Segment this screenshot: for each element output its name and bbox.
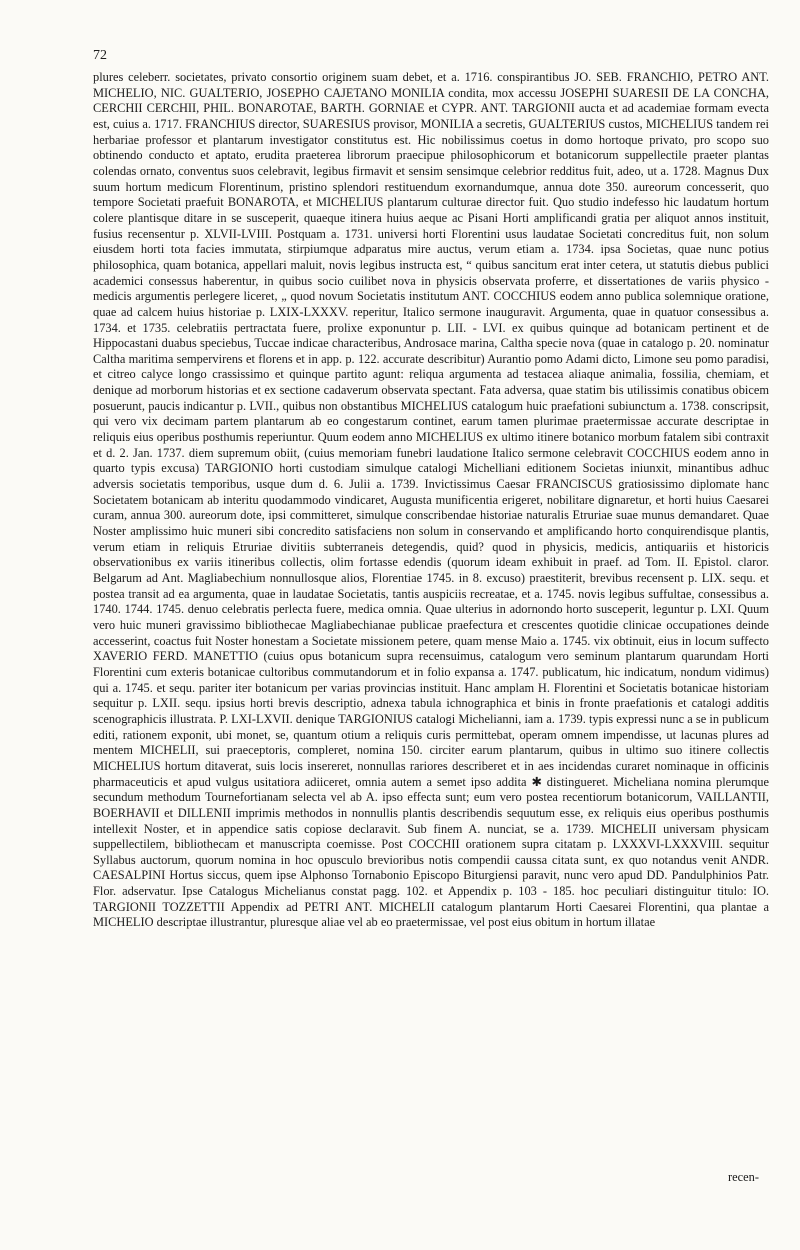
page-number: 72 (93, 48, 107, 63)
catchword: recen- (728, 1170, 759, 1184)
body-text: plures celeberr. societates, privato consortio originem suam debet, et a. 1716. conspirantibus JO. SEB. FRANCHIO, PETRO ANT. MICHELIO, NIC. GUALTERIO, JOSEPHO CAJETANO MONILIA condita, mox accessu JOSEPHI SUARESII DE LA CONCHA, CERCHII CERCHII, PHIL. BONAROTAE, BARTH. GORNIAE et CYPR. ANT. TARGIONII aucta et ad academiae formam evecta est, cuius a. 1717. FRANCHIUS director, SUARESIUS provisor, MONILIA a secretis, GUALTERIUS custos, MICHELIUS tandem rei herbariae professor et plantarum investigator constitutus est. Hic nobilissimus coetus in domo hortoque privato, pro scopo suo obtinendo conducto et aptato, erudita praeterea librorum praecipue philosophicorum et botanicorum suppellectile praeter plantas colendas ornato, conventus suos celebravit, legibus firmavit et sensim sensimque celebrior redditus fuit, adeo, ut a. 1728. Magnus Dux suum hortum medicum Florentinum, pristino splendori restituendum exornandumque, annua dote 350. aureorum concesserit, quo tempore Societati praefuit BONAROTA, et MICHELIUS plantarum culturae director fuit. Quo studio indefesso hic laudatum hortum colere plantisque ditare in se susceperit, quaeque itinera huius aeque ac Pisani Horti amplificandi gratia per aliquot annos instituit, fusius recensentur p. XLVII-LVIII. Postquam a. 1731. universi horti Florentini usus laudatae Societati concreditus fuit, non solum eiusdem horti tota facies immutata, stirpiumque adparatus mire auctus, verum etiam a. 1734. ipsa Societas, quae nunc potius philosophica, quam botanica, appellari maluit, novis legibus instructa est, “ quibus sancitum erat inter cetera, ut statutis diebus publici academici consessus haberentur, in quibus socio cuilibet nova in physicis observata proferre, et dissertationes de variis physico - medicis argumentis perlegere liceret, „ quod novum Societatis institutum ANT. COCCHIUS eodem anno publica solemnique oratione, quae ad calcem huius historiae p. LXIX-LXXXV. reperitur, Italico sermone inauguravit. Argumenta, quae in quatuor consessibus a. 1734. et 1735. celebratiis pertractata fuere, prolixe exponuntur p. LII. - LVI. ex quibus quinque ad botanicam pertinent et de Hippocastani duabus speciebus, Tuccae indicae characteribus, Androsace marina, Caltha specie nova (quae in catalogo p. 20. nominatur Caltha maritima sempervirens et florens et in app. p. 122. accurate describitur) Aurantio pomo Adami dicto, Limone seu pomo paradisi, et citreo calyce longo crassissimo et quinque partito agunt: reliqua argumenta ad testacea aliaque animalia, fossilia, chemiam, et denique ad morborum historias et ex sectione cadaverum observata spectant. Fata adversa, quae statim bis utilissimis conatibus obicem posuerunt, paucis indicantur p. LVII., quibus non obstantibus MICHELIUS catalogum huic praefationi subiunctum a. 1738. conscripsit, qui vero vix decimam partem plantarum ab eo congestarum continet, earum tamen plurimae praetermissae accurate descriptae in reliquis eius operibus posthumis reperiuntur. Quum eodem anno MICHELIUS ex ultimo itinere botanico morbum fatalem sibi contraxit et d. 2. Jan. 1737. diem supremum obiit, (cuius memoriam funebri laudatione Italico sermone celebravit COCCHIUS eodem anno in quarto typis excusa) TARGIONIO horti custodiam simulque catalogi Michelliani editionem Societas iniunxit, minantibus adhuc adversis societatis temporibus, usque dum d. 6. Julii a. 1739. Invictissimus Caesar FRANCISCUS gratiosissimo diplomate hanc Societatem botanicam ab interitu quodammodo vindicaret, Augusta munificentia erigeret, nobilitare dignaretur, et horti huius Caesarei curam, annua 300. aureorum dote, ipsi committeret, simulque conscribendae historiae naturalis Etruriae suae munus demandaret. Quae Noster amplissimo huic muneri sibi concredito satisfaciens non solum in conservando et amplificando horto conquirendisque plantis, verum etiam in reliquis Etruriae divitiis subterraneis detegendis, quid? quod in physicis, medicis, antiquariis et historicis observationibus ex variis itineribus collectis, olim fortasse edendis (quorum ideam exhibuit in praef. ad Tom. II. Epistol. claror. Belgarum ad Ant. Magliabechium nonnullosque alios, Florentiae 1745. in 8. excuso) praestiterit, brevibus recensent p. LIX. sequ. et postea transit ad ea argumenta, quae in laudatae Societatis, tantis auspiciis recreatae, et a. 1745. novis legibus suffultae, consessibus a. 1740. 1744. 1745. denuo celebratis perlecta fuere, medica omnia. Quae ulterius in adornondo horto susceperit, leguntur p. LXI. Quum vero huic muneri gravissimo bibliothecae Magliabechianae publicae praefectura et crescentes quotidie clinicae occupationes deinde accesserint, coactus fuit Noster honestam a Societate missionem petere, quam mense Maio a. 1745. vix obtinuit, eius in locum suffecto XAVERIO FERD. MANETTIO (cuius opus botanicum supra recensuimus, catalogum vero seminum plantarum quarundam Horti Florentini cum exteris botanicae cultoribus commutandorum et in folio expansa a. 1747. publicatum, hic indicatum, nondum vidimus) qui a. 1745. et sequ. pariter iter botanicum per varias provincias instituit. Hanc amplam H. Florentini et Societatis botanicae historiam sequitur p. LXII. sequ. ipsius horti brevis descriptio, adnexa tabula ichnographica et binis in fronte praefationis et catalogi additis scenographicis illustrata. P. LXI-LXVII. denique TARGIONIUS catalogi Michelianni, iam a. 1739. typis expressi nunc a se in publicum editi, rationem exponit, ubi monet, se, quantum otium a reliquis curis permittebat, operam omnem impendisse, ut lacunas plures ad mentem MICHELII, sui praeceptoris, compleret, nomina 150. circiter earum plantarum, quibus in ultimo suo itinere collectis MICHELIUS hortum ditaverat, suis locis insereret, nonnullas rariores describeret et in aes incidendas curaret nominaque in officinis pharmaceuticis et apud vulgus usitatiora adiiceret, omnia autem a semet ipso addita ✱ distingueret. Micheliana nomina plerumque secundum methodum Tournefortianam selecta vel ab A. ipso effecta sunt; eum vero postea recentiorum botanicorum, VAILLANTII, BOERHAVII et DILLENII imprimis methodos in nonnullis plantis describendis sequutum esse, ex reliquis eius operibus posthumis intellexit Noster, et in appendice satis copiose declaravit. Sub finem A. nunciat, se a. 1739. MICHELII universam physicam suppellectilem, bibliothecam et manuscripta coemisse. Post COCCHII orationem supra citatam p. LXXXVI-LXXXVIII. sequitur Syllabus auctorum, quorum nomina in hoc opusculo brevioribus notis compendii caussa citata sunt, ex quo notandus venit ANDR. CAESALPINI Hortus siccus, quem ipse Alphonso Tornabonio Episcopo Biturgiensi paravit, nunc vero apud DD. Pandulphinios Patr. Flor. adservatur. Ipse Catalogus Michelianus constat pagg. 102. et Appendix p. 103 - 185. hoc peculiari distinguitur titulo: IO. TARGIONII TOZZETTII Appendix ad PETRI ANT. MICHELII catalogum plantarum Horti Caesarei Florentini, qua plantae a MICHELIO descriptae illustrantur, pluresque aliae vel ab eo praetermissae, vel post eius obitum in hortum illatae (93, 70, 769, 930)
